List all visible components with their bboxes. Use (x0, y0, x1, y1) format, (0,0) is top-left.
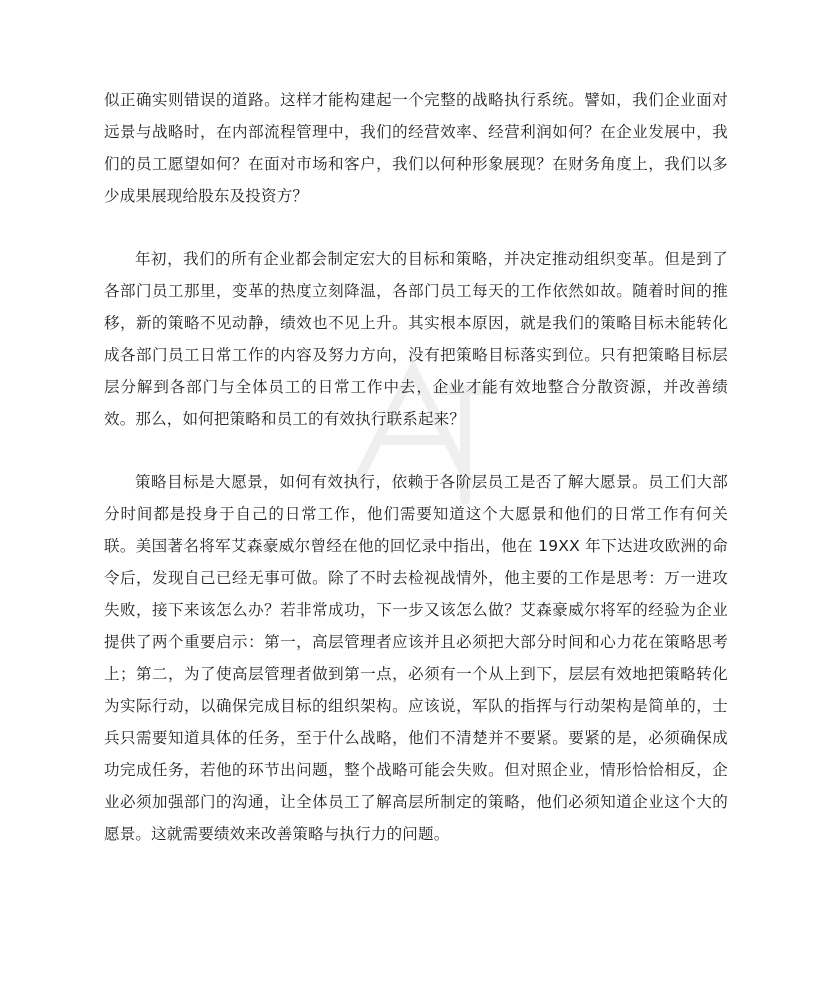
paragraph-continuation: 似正确实则错误的道路。这样才能构建起一个完整的战略执行系统。譬如，我们企业面对远景与战略时，在内部流程管理中，我们的经营效率、经营利润如何？在企业发展中，我们的员工愿望如何？在面对市场和客户，我们以何种形象展现？在财务角度上，我们以多少成果展现给股东及投资方？ (104, 91, 728, 205)
paragraph-strategy-change: 年初，我们的所有企业都会制定宏大的目标和策略，并决定推动组织变革。但是到了各部门员工那里，变革的热度立刻降温，各部门员工每天的工作依然如故。随着时间的推移，新的策略不见动静，绩效也不见上升。其实根本原因，就是我们的策略目标未能转化成各部门员工日常工作的内容及努力方向，没有把策略目标落实到位。只有把策略目标层层分解到各部门与全体员工的日常工作中去，企业才能有效地整合分散资源，并改善绩效。那么，如何把策略和员工的有效执行联系起来？ (104, 250, 728, 428)
document-body (104, 84, 728, 850)
paragraph-strategy-vision: 策略目标是大愿景，如何有效执行，依赖于各阶层员工是否了解大愿景。员工们大部分时间都是投身于自己的日常工作，他们需要知道这个大愿景和他们的日常工作有何关联。美国著名将军艾森豪威尔曾经在他的回忆录中指出，他在 19XX 年下达进攻欧洲的命令后，发现自己已经无事可做。除了不时去检视战情外，他主要的工作是思考：万一进攻失败，接下来该怎么办？若非常成功，下一步又该怎么做？艾森豪威尔将军的经验为企业提供了两个重要启示：第一，高层管理者应该并且必须把大部分时间和心力花在策略思考上；第二，为了使高层管理者做到第一点，必须有一个从上到下，层层有效地把策略转化为实际行动，以确保完成目标的组织架构。应该说，军队的指挥与行动架构是简单的，士兵只需要知道具体的任务，至于什么战略，他们不清楚并不要紧。要紧的是，必须确保成功完成任务，若他的环节出问题，整个战略可能会失败。但对照企业，情形恰恰相反，企业必须加强部门的沟通，让全体员工了解高层所制定的策略，他们必须知道企业这个大的愿景。这就需要绩效来改善策略与执行力的问题。 (104, 473, 728, 843)
